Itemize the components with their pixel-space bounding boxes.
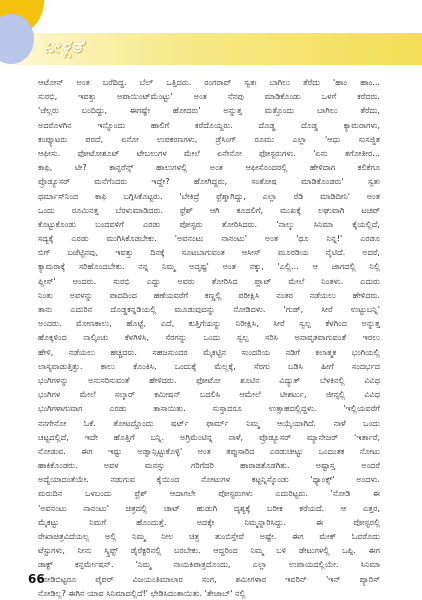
text-line: ಅದರೊಳಗಿನ ಇನ್ನೊಂದು ಹಾಲಿಗೆ ಕರೆದೊಯ್ದರು. ದೊಡ್ಡ ದೊಡ್ಡ ಕ್ಯಾಮರಾಗಳು,: [38, 119, 380, 130]
text-line: ಮೈಕಟ್ಟು ನಿಮಗೆ ಹೊಂದುತ್ತೆ. ಅದಕ್ಕೇ ನಿಮ್ಮನ್ನಾರಿಸಿದ್ದು. ಈ ಪೋಸ್ಟರಲ್ಲಿ: [38, 516, 380, 527]
text-line: ಹೇಳಿ, ನಡೆಯಲು ಹಚ್ಚಿದರು. ಸಹಜಸುಂದರ ಮೈಕಟ್ಟಿನ ಸುಂದರಿಯ ನಡಿಗೆ ಕಲಾತ್ಮಕ ಭಂಗಿಯಲ್ಲಿ: [38, 346, 380, 357]
text-line: ಹಾಕಿಕೊಂಡರು. ಅವಳ ಮನಸ್ಸು ಗರಿಗೆದರಿ ಹಾರಾಡತೊಡಗಿತು. ಅಷ್ಟಾಸ್ತ ಅಂದರೆ: [38, 460, 380, 471]
text-line: ಡಾಕ್ಟ್ ಕನ್ಫರ್ಮೇಷನ್. 'ನಿಮ್ಮ ನಾಯಕಿಪಾತ್ರದೊಂದು, ಎಲ್ಲಾ ಉಪಾಯದಲ್ಲಿಯೇ. ಸಿನಿಮಾ: [38, 559, 380, 570]
text-line: ಸುರಭಿ, ಇವತ್ತು ಅಪಾಯಿಂಟ್‌ಮೆಂಟ್ಟು' ಅಂತ ನೆನಪು ಮಾಡಿಕೊಂಡು ಒಳಗೆ ಕರೆದರು.: [38, 91, 380, 102]
text-line: ಕ್ಯಾಮರಾಕ್ಕೆ ಸರಿಹೊಂದಬೇಕು. ನನ್ನ ನಿಮ್ಮ ಅದೃಷ್ಟ' ಅಂತ ನಕ್ಕು, 'ಎಲ್ಲಿ... ಆ ಜಾಗದಲ್ಲಿ ನಿಲ್ಲಿ: [38, 261, 380, 272]
text-line: ನೋಡಿಲ್ಲ? ಈಗಿನ ಯಾವ ಸಿನಿಮಾದಲ್ಲಿದೆ!' ಛೇಡಿಸಿದಂತಾಯಿತು. 'ತೇಜಾಬ್' ನಲ್ಲಿ: [38, 587, 246, 598]
text-line: ಪ್ಲೀಸ್' ಅಂದರು. ಸುರಭಿ ಎದ್ದು ಅವರು ತೋರಿಸಿದ ಪ್ಲಾಟ್ ಮೇಲೆ ನಿಂತಳು. ಎದುರು: [38, 275, 380, 286]
text-line: ನೋಡುವ. ಈಗ ಇಷ್ಟು ಅಡ್ವಾನ್ಸಿಟ್ಟುಕೊಳ್ಳಿ' ಅಂತ ತಪ್ಪುಸಾರಿದ ಎರಡುಚೀಟ್ಟು ಒಂದಂತಕ ನೋಟು: [38, 445, 380, 456]
text-line: ಚಟ್ಟದಲ್ಲಿದೆ, ಇದೇ ಹೊತ್ತಿಗೆ ಬನ್ನಿ. ಅಗ್ರಿಮೆಂಟಿನ್ನ ನಾಳೆ, ಪ್ರೊಡ್ಯೂಸರ್ ಮ್ಯಾನೇಜರ್ 'ಇರ್ತಾರೆ,: [38, 431, 380, 442]
text-line: ಬಿಗ್ ಬಜೆಟ್ಟಿನವು, ಇವತ್ತು ದಿನಕ್ಕೆ ಸೂಟಬಾಗುವಂತ ಆಸೀಸ್ ಮೂರಡಿಯ ನೈಟಿದೆ. ಅದರೆ,: [38, 247, 380, 258]
text-line: ಕಂಪ್ಯೂಟರು ಪರದೆ, ಏನೋ ಉಪಕರಣಗಳು, ಡ್ರೆಸಿಂಗ್ ರೂಮು ಎಲ್ಲಾ 'ಆಧು ಸುಸಜ್ಜಿತ: [38, 133, 380, 144]
page-number: 66: [28, 572, 45, 586]
text-line: ಥರ್ಮಾಸ್‌ನಿಂದ ಕಾಫಿ ಬಗ್ಗಿಸಿಕೊಟ್ಟರು. 'ಬೇಕಿದ್ರೆ ಫ್ರೆಶ್ಶಾಗಿದ್ದು, ಎಲ್ಲಾ ರೆಡಿ ಮಾಡಿದೀನಿ' ಅಂತ: [38, 190, 380, 201]
text-line: ಭಂಗಿಗಳ ಮೇಲೆ ಸಲ್ಕಾರ್ ಕಮೀಷನ್ ಬದಲಿಸಿ ಆಮೇಲೆ ಟೀಶರ್ಟು, ಜೀನ್ಸಲ್ಲಿ ವಿವಿಧ: [38, 389, 380, 400]
text-line: ತಾನು ಎದುರಿನ ದೊಡ್ಡಕನ್ನಡಿಯಲ್ಲಿ ಮೂಡುವುದನ್ನು ನೋಡಿದಳು. 'ಗುಡ್, ಸೀರೆ ಉಟ್ಟುಬನ್ನಿ': [38, 304, 380, 314]
text-line: ಆಫೀಸು. ಫೋಟೋಶೂಟ್ ಟೇಬಲುಗಳ ಮೇಲೆ ಏನೇನೋ ಫೋಸ್ಟರುಗಳು. 'ಏನು ತಗೋತೀರ...: [38, 147, 380, 158]
text-line: 'ಚೆಲ್ಲರು ಬಂದಿದ್ದು, ಈಗಷ್ಟೇ ಹೋದರು' ಅನ್ನುತ್ತ ಮತ್ತೊಂದು ಬಾಗಿಲು ತೆರೆದು,: [38, 105, 380, 116]
text-line: ನಿಂತು ಅವಳನ್ನು ಪಾದದಿಂದ ಹಣೆಯವರೆಗೆ ಕಣ್ಣಲ್ಲಿ ಪರೀಕ್ಷಿಸಿ ನಂತರ ನಡೆಯಲು ಹೇಳಿದರು.: [38, 289, 380, 300]
text-line: ಟೆಸ್ಟುಗಳು, ನೀನು ಸ್ಕ್ರಿಪ್ಟ್ ಡೈರೆಕ್ಟರಿನಲ್ಲಿ ಬರಬೇಕು. ಆದ್ದರಿಂದ ನಿಮ್ಮ ಬಳಿ ಡೇಟುಗಳಲ್ಲಿ ಒಪ್ಪಿ. ಈಗ: [38, 545, 380, 556]
text-line: ಭಂಗಿಗಳಾಗುವಾಗ ಎರಡು ತಾಸಾಯಿತು. ಸುಸ್ತಾದರೂ ಉತ್ಸಾಹದಲ್ಲಿದ್ದಳು. 'ಇಲ್ಲಿಯವರೆಗೆ: [38, 403, 380, 414]
text-line: ಸದ್ಯಕ್ಕೆ ಎರಡು ಮುಗಿಸಿಕೊಡಬೇಕು. 'ಅವನಂಟು ನಾನಂಟು' ಅಂತ 'ಥೂ ನಿನ್ನ!' ಎರಡೂ: [38, 233, 380, 244]
text-line: ಲಾಸ್ಯವಾಡುತ್ತಿತ್ತು. ಕಾಲು ಕೊಂಕಿಸಿ, ಒಂದುಕ್ಕೆ ಮೆಲ್ಲಕ್ಕೆ, ಸೆರಗು ಬಡಿಸಿ ಹೀಗೆ ಸಂದರ್ಭದ: [38, 360, 380, 371]
text-line: ಆಟೋನ್ ಅಂತ ಬರೆದಿದ್ದ. ಬೆಲ್ ಒತ್ತಿದರು. ರಂಗರಾವ್ ಸ್ವತಃ ಬಾಗಿಲು ತೆರೆದು 'ಹಾಂ ಹಾಂ...: [38, 77, 380, 87]
text-line: ಪ್ರೊಡ್ಯೂಸರ್ ಮನೆಗೆಂದರು ಇದ್ದೇ? ಹೋಗಿದ್ದರು, ಸಂತೋಷ ಮಾಡಿಕೊಂಡರು' ಸ್ವತಃ: [38, 176, 380, 187]
text-line: ರೇಖಾಚಿತ್ರವಿದೆಯಲ್ಲ ಅಲ್ಲಿ ನಿಮ್ಮ ನೀಲ ಚಿತ್ರ ತುಂಬಿಸ್ತೇವೆ ಅಷ್ಟೇ. ಈಗ ಮೇಕ್ ಓವರೊದು: [38, 531, 380, 541]
text-line: ಕೊಟ್ಟುಕೊಂಡು ಬಂದವಳಿಗೆ ಎರಡು ಪೋಸ್ಟರು ತೋರಿಸಿದರು. 'ನಾಲ್ಕು ಸಿನಿಮಾ ಕೈಯಲ್ಲಿದೆ,: [38, 218, 380, 229]
text-line: ಅಂದರು. ಮೋಣಕಾಲು, ಹೊಟ್ಟೆ, ಎದೆ, ಕುತ್ತಿಗೆಯನ್ನು ನಿರೀಕ್ಷಿಸಿ, ಸೀರೆ ಸ್ವಲ್ಪ ಕೆಳಗಿಂದ ಅನ್ನುತ್ತ: [38, 318, 380, 329]
text-line: ಭಂಗಿಗಳನ್ನು ಅನುಸರಿಸುವಂತೆ ಹೇಳಿದರು. ಫೋಟೋ ಶೂಟಿನ ವಿದ್ಯುತ್ ಬೆಳಕಿನಲ್ಲಿ ವಿವಿಧ: [38, 374, 380, 385]
text-line: ಅದ್ಯೆಯಾದಂತೆಯೇ. ನಡುಗುವ ಕೈಯಿಂದ ನೋಟುಗಳ ಕಟ್ಟನ್ನಿಸ್ಕೊಂಡು 'ಥ್ಯಾಂಕ್ಸ್' ಅಂದಳು.: [38, 474, 380, 485]
text-line: ಮರುದಿನ ಒಳಬಂದು ಫ್ರೆಶ್ ಆದಾಗಲೇ ಪೋಸ್ಟರುಗಳು ಎದುರಿಟ್ಟರು. 'ನೋಡಿ ಈ: [38, 488, 380, 499]
text-line: ಕಾಫಿ, ಟೀ? ಕಾನ್ಫರೆನ್ಸ್ ಹಾಲುಗಳಲ್ಲಿ ಅಂತ ಆಫೀಸೊಂದರಲ್ಲಿ ಹೇಳಿದಾಗ ಕಲಿಕೆಗೂ: [38, 162, 380, 173]
text-line: ನೋಡಿಬಿಟ್ಟರೂ ಪೈಪರ್ ವಿಜಯಂತಿಮಾಲಾರ ಸಂಗ, ಶಮೀಗಳಾರ ಇವರಿನ್ 'ಇನ್ ಪ್ಯಾರಿಸ್: [38, 573, 380, 584]
text-line: ನನಗೇನೋ ಓಕೆ. ತೋಟದ್ದೊಂದು ಷರ್ಟ್ ಫಾರ್ಮ್ ನಿಮ್ಮ ಆಯ್ಕೆಯಾಗಿದೆ. ನಾಳೆ ಒಂದು: [38, 417, 380, 428]
section-title: ನೀಳ್ಗತೆ: [44, 36, 84, 57]
text-line: ಒಂದು ರೂಮಿನತ್ತ ಬೆರಳುಮಾಡಿದರು. ಫ್ರೆಶ್ ಆಗಿ ಕೂದಲಿಗೆ, ಮುಖಕ್ಕೆ ಲಘುವಾಗಿ ಟಚಪ್: [38, 204, 380, 215]
text-line: 'ಅವನಂಟು ನಾನಂಟು' ಚಿತ್ರದಲ್ಲಿ ಚಾಟ್ ಹುಡುಗಿ ದೃಶ್ಯಕ್ಕೆ ಬರೀಕ ಕರೆಯದೆ. ಆ ಎತ್ತರ,: [38, 502, 380, 513]
story-body-text: [38, 75, 380, 598]
text-line: ಹೊಕ್ಕಳಿಂದ ನಾಲ್ಕಿಂಚು ಕೆಳಗಿಳಿಸಿ, ಸೆರಗನ್ನು ಒಂದು ಸ್ವಲ್ಪ ಸರಿಸಿ ಅನಾವೃತವಾಗುವಂತೆ ಇರಲು: [38, 332, 380, 343]
